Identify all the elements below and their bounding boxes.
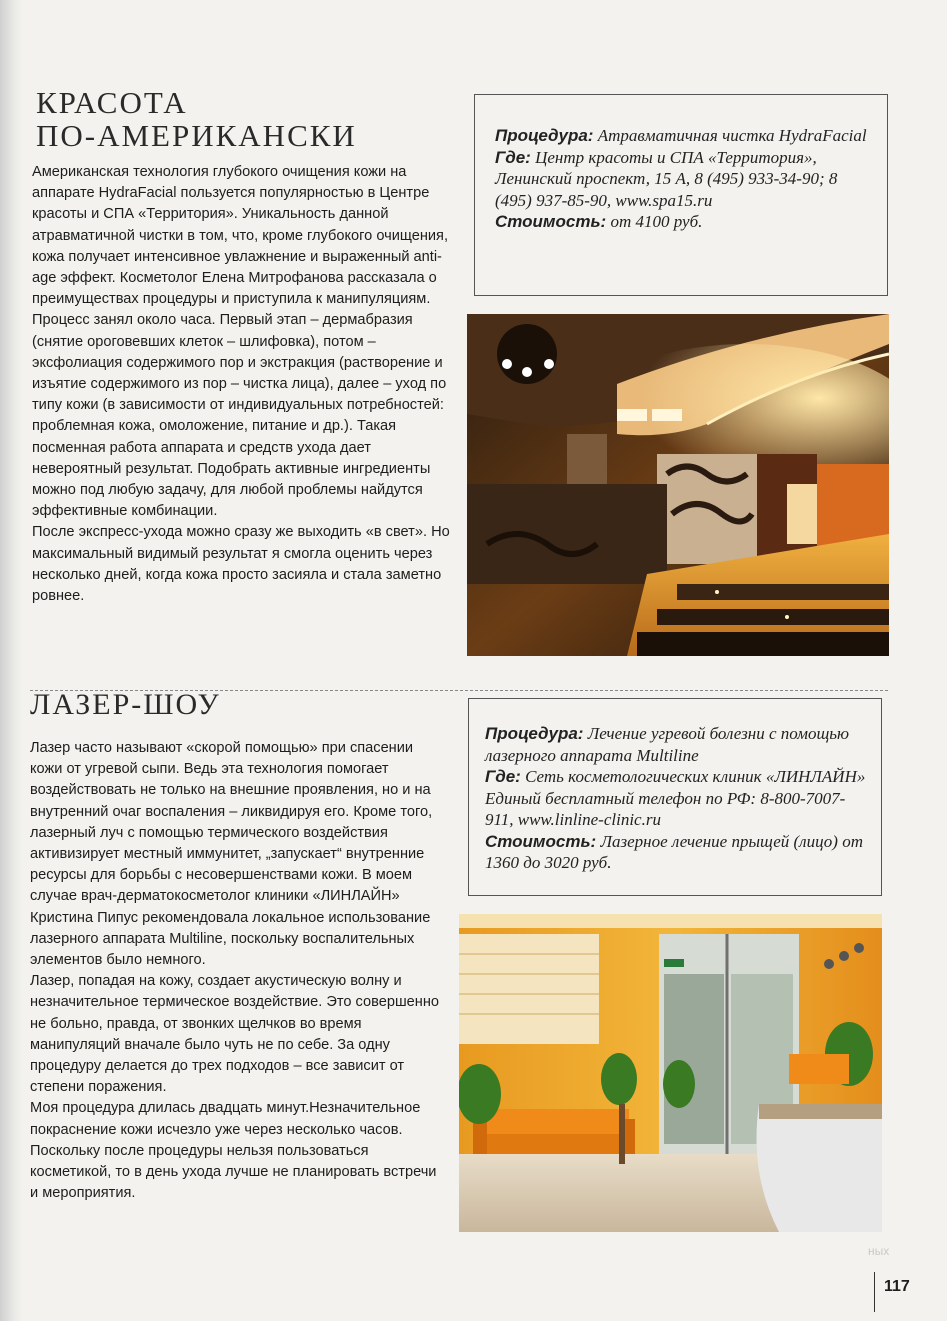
clinic-lobby-photo: [459, 914, 882, 1232]
procedure-label: Процедура:: [495, 126, 594, 145]
procedure-value: Лечение угревой болезни с помощью лазерного аппарата Multiline: [485, 724, 849, 765]
procedure-value: Атравматичная чистка HydraFacial: [597, 126, 867, 145]
section1-article-body: [32, 162, 450, 607]
price-label: Стоимость:: [495, 212, 607, 231]
page-binding-shadow: [0, 0, 22, 1321]
section1-title: [36, 86, 456, 152]
section1-paragraph: Процесс занял около часа. Первый этап – дермабразия (снятие ороговевших клеток – шлифовка), потом – эксфолиация содержимого пор и экстракция (растворение и изъятие содержимого из пор – чистка лица), далее – уход по типу кожи (в зависимости от индивидуальных потребностей: проблемная кожа, омоложение, питание и др.). Такая посменная работа аппарата и средств ухода дает невероятный результат. Подобрать активные ингредиенты можно под любую задачу, для любой проблемы найдутся эффективные комбинации.: [32, 312, 447, 520]
section1-title-line1: КРАСОТА: [36, 85, 188, 120]
section1-info-box: [474, 94, 888, 296]
section2-title: ЛАЗЕР-ШОУ: [30, 688, 221, 721]
where-label: Где:: [485, 767, 521, 786]
price-label: Стоимость:: [485, 831, 597, 851]
bleed-text: ных: [868, 1244, 890, 1258]
where-label: Где:: [495, 147, 531, 167]
price-value: от 4100 руб.: [610, 212, 703, 231]
where-value: Сеть косметологических клиник «ЛИНЛАЙН» Единый бесплатный телефон по РФ: 8-800-7007-911, www.linline-clinic.ru: [485, 767, 866, 829]
page-number-rule: [874, 1272, 875, 1312]
section1-paragraph: Американская технология глубокого очищения кожи на аппарате HydraFacial пользуется популярностью в Центре красоты и СПА «Территория». Уникальность данной атравматичной чистки в том, что, кроме глубокого очищения, кожа получает интенсивное увлажнение и выраженный anti-age эффект. Косметолог Елена Митрофанова рассказала о преимуществах процедуры и приступила к манипуляциям.: [32, 164, 449, 308]
procedure-label: Процедура:: [485, 724, 584, 743]
where-value: Центр красоты и СПА «Территория», Ленинский проспект, 15 А, 8 (495) 933-34-90; 8 (495) 937-85-90, www.spa15.ru: [495, 147, 838, 210]
section2-article-body: [30, 738, 440, 1204]
price-value: Лазерное лечение прыщей (лицо) от 1360 до 3020 руб.: [485, 831, 863, 872]
section1-title-line2: ПО-АМЕРИКАНСКИ: [36, 118, 357, 153]
section2-paragraph: Моя процедура длилась двадцать минут.Незначительное покраснение кожи исчезло уже через несколько часов. Поскольку после процедуры нельзя пользоваться косметикой, то в день ухода лучше не планировать встречи и мероприятия.: [30, 1100, 437, 1202]
page-number: 117: [884, 1278, 910, 1295]
section2-paragraph: Лазер, попадая на кожу, создает акустическую волну и незначительное термическое воздействие. Это совершенно не больно, правда, от звонких щелчков во время манипуляций вначале было чуть не по себе. За одну процедуру делается до трех подходов – все зависит от степени поражения.: [30, 973, 440, 1096]
section2-paragraph: Лазер часто называют «скорой помощью» при спасении кожи от угревой сыпи. Ведь эта технология помогает воздействовать не только на внешние проявления, но и на внутренний очаг воспаления – ликвидируя его. Кроме того, лазерный луч с помощью термического воздействия активизирует местный иммунитет, „запускает“ внутренние ресурсы для борьбы с несовершенствами кожи. В моем случае врач-дерматокосметолог клиники «ЛИНЛАЙН» Кристина Пипус рекомендовала локальное использование лазерного аппарата Multiline, поскольку воспалительных элементов было немного.: [30, 740, 433, 969]
section2-info-box: [468, 698, 882, 896]
section1-paragraph: После экспресс-ухода можно сразу же выходить «в свет». Но максимальный видимый результат я смогла оценить через несколько дней, когда кожа просто засияла и стала заметно ровнее.: [32, 524, 450, 605]
spa-interior-photo: [467, 314, 889, 656]
